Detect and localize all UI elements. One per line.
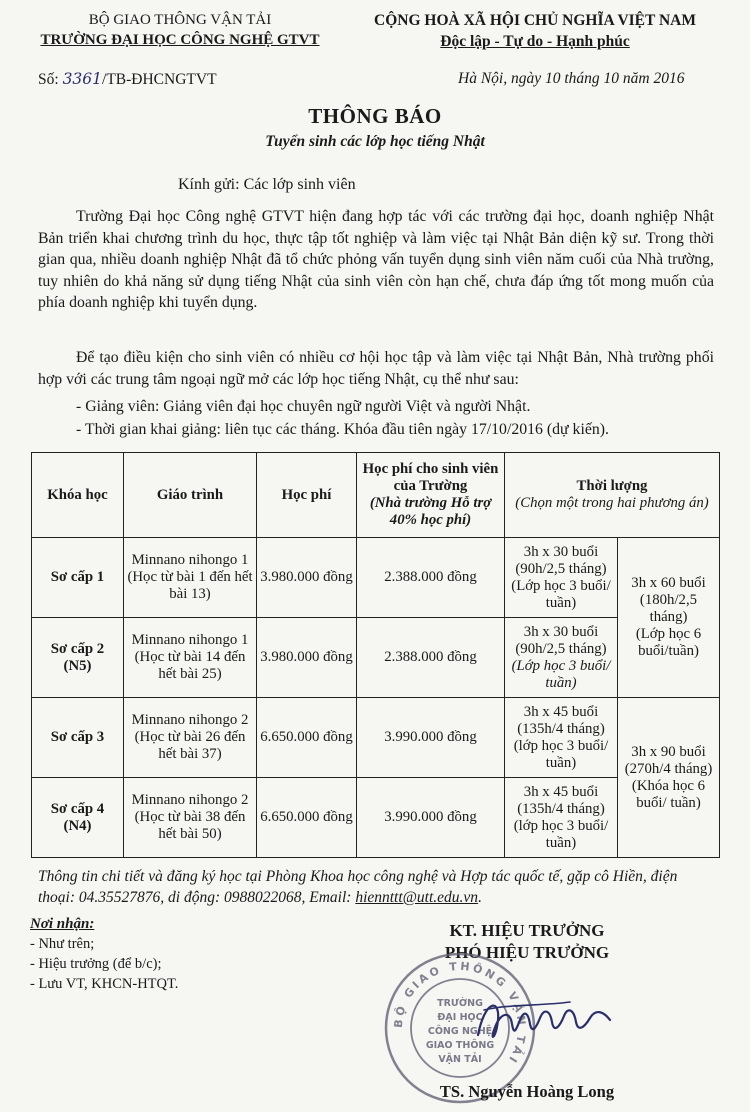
student-fee-cell: 2.388.000 đồng xyxy=(357,538,505,618)
option1-sessions: 3h x 30 buổi xyxy=(523,543,599,560)
recipient-item: - Hiệu trưởng (để b/c); xyxy=(30,956,162,972)
recipients xyxy=(30,914,178,994)
option1-sessions: 3h x 30 buổi xyxy=(523,623,599,640)
fee-cell: 6.650.000 đồng xyxy=(257,698,357,778)
option1-hours: (90h/2,5 tháng) xyxy=(515,640,607,657)
stamp-ring-text: BỘ GIAO THÔNG VẬN TẢI xyxy=(391,959,529,1068)
greeting: Kính gửi: Các lớp sinh viên xyxy=(178,176,356,193)
ministry-name: BỘ GIAO THÔNG VẬN TẢI xyxy=(88,12,272,28)
option2-schedule: (Lớp học 6 buổi/tuần) xyxy=(635,626,702,659)
paragraph-purpose: Để tạo điều kiện cho sinh viên có nhiều cơ hội học tập và làm việc tại Nhật Bản, Nhà trường phối hợp với các trung tâm ngoại ngữ mở các lớp học tiếng Nhật, cụ thể như sau: xyxy=(38,349,714,388)
contact-email[interactable]: hiennttt@utt.edu.vn xyxy=(355,889,479,906)
doc-number-suffix: /TB-ĐHCNGTVT xyxy=(102,71,217,88)
course-name: Sơ cấp 1 xyxy=(32,538,124,618)
fee-cell: 3.980.000 đồng xyxy=(257,618,357,698)
option1-sessions: 3h x 45 buổi xyxy=(523,783,599,800)
option1-schedule: (lớp học 3 buổi/ tuần) xyxy=(513,737,609,771)
header-textbook: Giáo trình xyxy=(124,453,257,538)
option2-cell-group2 xyxy=(618,698,720,858)
option1-hours: (90h/2,5 tháng) xyxy=(515,560,607,577)
student-fee-cell: 3.990.000 đồng xyxy=(357,698,505,778)
header-left xyxy=(20,10,340,50)
option1-hours: (135h/4 tháng) xyxy=(517,720,605,737)
textbook-title: Minnano nihongo 1 xyxy=(131,552,249,568)
option2-schedule: (Khóa học 6 buổi/ tuần) xyxy=(631,777,706,811)
recipients-heading: Nơi nhận: xyxy=(30,916,95,932)
textbook-cell xyxy=(124,698,257,778)
document-number xyxy=(38,70,217,89)
table-row xyxy=(32,778,720,858)
stamp-center-line: GIAO THÔNG xyxy=(425,1040,495,1051)
course-table xyxy=(31,452,720,858)
lesson-range: (Học từ bài 1 đến hết bài 13) xyxy=(127,569,253,602)
header-fee: Học phí xyxy=(257,453,357,538)
option1-sessions: 3h x 45 buổi xyxy=(523,703,599,720)
lesson-range: (Học từ bài 14 đến hết bài 25) xyxy=(134,649,246,682)
bullet-start-date: - Thời gian khai giảng: liên tục các tháng. Khóa đầu tiên ngày 17/10/2016 (dự kiến). xyxy=(76,421,609,438)
option2-sessions: 3h x 60 buổi xyxy=(631,575,706,591)
header-duration xyxy=(505,453,720,538)
signature-title-2: PHÓ HIỆU TRƯỞNG xyxy=(444,943,610,962)
lesson-range: (Học từ bài 26 đến hết bài 37) xyxy=(134,729,246,762)
document-subtitle: Tuyển sinh các lớp học tiếng Nhật xyxy=(265,133,485,150)
option1-schedule: (Lớp học 3 buổi/ tuần) xyxy=(511,577,611,611)
contact-info xyxy=(38,866,718,908)
course-title: Sơ cấp 4 xyxy=(50,800,105,817)
option1-cell xyxy=(505,538,618,618)
handwritten-signature xyxy=(470,990,620,1050)
course-title: Sơ cấp 2 xyxy=(50,640,105,657)
fee-cell: 6.650.000 đồng xyxy=(257,778,357,858)
school-name: TRƯỜNG ĐẠI HỌC CÔNG NGHỆ GTVT xyxy=(40,32,320,48)
lesson-range: (Học từ bài 38 đến hết bài 50) xyxy=(134,809,246,842)
student-fee-cell: 2.388.000 đồng xyxy=(357,618,505,698)
textbook-cell xyxy=(124,538,257,618)
student-fee-cell: 3.990.000 đồng xyxy=(357,778,505,858)
recipient-item: - Lưu VT, KHCN-HTQT. xyxy=(30,976,179,992)
textbook-cell xyxy=(124,618,257,698)
paragraph-intro: Trường Đại học Công nghệ GTVT hiện đang hợp tác với các trường đại học, doanh nghiệp Nhật Bản triển khai chương trình du học, thực tập tốt nghiệp và làm việc tại Nhật Bản diện kỹ sư. Trong thời gian qua, nhiều doanh nghiệp Nhật đã tổ chức phỏng vấn tuyển dụng sinh viên năm cuối của Nhà trường, tuy nhiên do khả năng sử dụng tiếng Nhật của sinh viên còn hạn chế, chưa đáp ứng tốt mong muốn của phía doanh nghiệp khi tuyển dụng. xyxy=(38,208,714,312)
textbook-cell xyxy=(124,778,257,858)
option1-schedule: (lớp học 3 buổi/ tuần) xyxy=(513,817,609,851)
stamp-center-line: CÔNG NGHỆ xyxy=(427,1026,493,1037)
national-motto: Độc lập - Tự do - Hạnh phúc xyxy=(440,33,630,50)
doc-number-prefix: Số: xyxy=(38,71,63,88)
option1-schedule: (Lớp học 3 buổi/ tuần) xyxy=(511,657,611,691)
fee-cell: 3.980.000 đồng xyxy=(257,538,357,618)
document-date: Hà Nội, ngày 10 tháng 10 năm 2016 xyxy=(458,70,685,87)
option2-sessions: 3h x 90 buổi xyxy=(631,743,706,760)
table-header-row xyxy=(32,453,720,538)
signer-name: TS. Nguyễn Hoàng Long xyxy=(439,1082,615,1101)
bullet-lecturers: - Giảng viên: Giảng viên đại học chuyên ngữ người Việt và người Nhật. xyxy=(76,398,531,415)
option1-hours: (135h/4 tháng) xyxy=(517,800,605,817)
course-name: Sơ cấp 3 xyxy=(32,698,124,778)
header-student-fee xyxy=(357,453,505,538)
option2-cell-group1 xyxy=(618,538,720,698)
course-level: (N4) xyxy=(63,817,92,834)
course-name xyxy=(32,778,124,858)
table-row xyxy=(32,698,720,778)
stamp-center-line: TRƯỜNG xyxy=(437,998,483,1009)
textbook-title: Minnano nihongo 1 xyxy=(131,632,249,648)
option1-cell xyxy=(505,618,618,698)
textbook-title: Minnano nihongo 2 xyxy=(131,792,249,808)
option1-cell xyxy=(505,778,618,858)
table-row xyxy=(32,538,720,618)
option2-hours: (270h/4 tháng) xyxy=(624,760,713,777)
header-duration-title: Thời lượng xyxy=(576,478,648,494)
header-student-fee-title: Học phí cho sinh viên của Trường xyxy=(362,461,499,494)
stamp-center-line: VẬN TẢI xyxy=(438,1054,482,1065)
signature-title-1: KT. HIỆU TRƯỞNG xyxy=(449,921,605,940)
header-right xyxy=(330,10,740,52)
course-level: (N5) xyxy=(63,657,92,674)
option2-hours: (180h/2,5 tháng) xyxy=(639,592,698,625)
country-name: CỘNG HOÀ XÃ HỘI CHỦ NGHĨA VIỆT NAM xyxy=(374,12,696,29)
option1-cell xyxy=(505,698,618,778)
header-duration-note: (Chọn một trong hai phương án) xyxy=(515,495,709,511)
course-name xyxy=(32,618,124,698)
header-course: Khóa học xyxy=(32,453,124,538)
contact-text: Thông tin chi tiết và đăng ký học tại Phòng Khoa học công nghệ và Hợp tác quốc tế, gặp cô Hiền, điện thoại: 04.35527876, di động: 0988022068, Email: xyxy=(38,868,678,906)
doc-number-handwritten: 3361 xyxy=(62,70,103,88)
document-title: THÔNG BÁO xyxy=(308,104,442,128)
table-row xyxy=(32,618,720,698)
textbook-title: Minnano nihongo 2 xyxy=(131,712,249,728)
recipient-item: - Như trên; xyxy=(30,936,95,952)
header-student-fee-note: (Nhà trường Hỗ trợ 40% học phí) xyxy=(369,495,492,528)
contact-end: . xyxy=(478,889,482,906)
stamp-center-line: ĐẠI HỌC xyxy=(437,1012,483,1023)
